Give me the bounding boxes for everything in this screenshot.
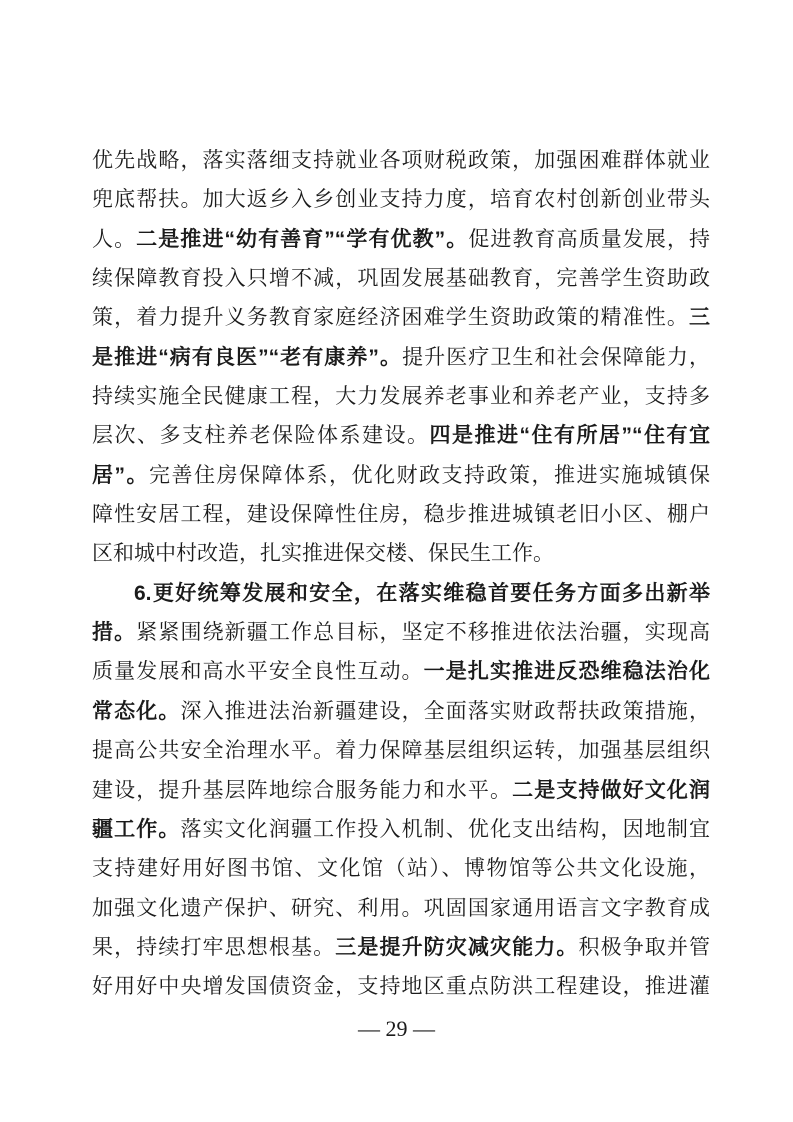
text-line	[92, 731, 710, 770]
text-run: 质量发展和高水平安全良性互动。	[92, 659, 424, 684]
text-line	[92, 495, 710, 534]
emphasis-run: 常态化。	[92, 699, 181, 723]
text-line	[92, 928, 710, 967]
text-line	[92, 141, 710, 180]
text-run: 优先战略，落实落细支持就业各项财税政策，加强困难群体就业	[92, 148, 710, 172]
text-run: 深入推进法治新疆建设，全面落实财政帮扶政策措施，	[180, 698, 711, 723]
text-line	[92, 574, 710, 613]
text-run: 好用好中央增发国债资金，支持地区重点防洪工程建设，推进灌	[92, 974, 710, 999]
text-run: 积极争取并管	[578, 934, 711, 959]
emphasis-run: 三	[689, 306, 710, 330]
text-line	[92, 338, 710, 377]
emphasis-run: 一是扎实推进反恐维稳法治化	[423, 660, 711, 684]
emphasis-run: 居”。	[92, 463, 149, 487]
text-run: 提升医疗卫生和社会保障能力，	[402, 344, 711, 369]
text-line	[92, 613, 710, 652]
emphasis-run: 三是提升防灾减灾能力。	[335, 935, 579, 959]
text-run: 落实文化润疆工作投入机制、优化支出结构，因地制宜	[180, 816, 711, 841]
emphasis-run: 疆工作。	[92, 817, 181, 841]
text-run: 策，着力提升义务教育家庭经济困难学生资助政策的精准性。	[92, 305, 689, 330]
emphasis-run: 四是推进“住有所居”“住有宜	[429, 424, 710, 448]
text-line	[92, 849, 710, 888]
page-footer	[0, 1016, 793, 1042]
text-run: 支持建好用好图书馆、文化馆（站）、博物馆等公共文化设施，	[92, 856, 710, 881]
text-line	[92, 377, 710, 416]
emphasis-run: 二是支持做好文化润	[512, 778, 710, 802]
text-run: 兜底帮扶。加大返乡入乡创业支持力度，培育农村创新创业带头	[92, 187, 710, 212]
text-line	[92, 771, 710, 810]
text-run: 区和城中村改造，扎实推进保交楼、保民生工作。	[92, 541, 554, 566]
text-run: 续保障教育投入只增不减，巩固发展基础教育，完善学生资助政	[92, 266, 710, 291]
text-run: 促进教育高质量发展，持	[468, 226, 711, 251]
text-line	[92, 180, 710, 219]
text-run: 持续实施全民健康工程，大力发展养老事业和养老产业，支持多	[92, 384, 710, 409]
emphasis-run: 是推进“病有良医”“老有康养”。	[92, 345, 403, 369]
text-line	[92, 456, 710, 495]
text-run: 加强文化遗产保护、研究、利用。巩固国家通用语言文字教育成	[92, 895, 710, 920]
text-run: 果，持续打牢思想根基。	[92, 934, 336, 959]
document-body	[92, 141, 710, 1007]
emphasis-run: 措。	[92, 621, 137, 645]
text-line	[92, 220, 710, 259]
text-run: 障性安居工程，建设保障性住房，稳步推进城镇老旧小区、棚户	[92, 502, 710, 527]
text-run: 完善住房保障体系，优化财政支持政策，推进实施城镇保	[149, 462, 710, 487]
text-run: 紧紧围绕新疆工作总目标，坚定不移推进依法治疆，实现高	[136, 620, 711, 645]
text-line	[92, 259, 710, 298]
text-run: 层次、多支柱养老保险体系建设。	[92, 423, 430, 448]
emphasis-run: 6.更好统筹发展和安全，在落实维稳首要任务方面多出新举	[134, 581, 710, 605]
text-line	[92, 889, 710, 928]
text-run: 建设，提升基层阵地综合服务能力和水平。	[92, 777, 513, 802]
text-line	[92, 652, 710, 691]
text-line	[92, 692, 710, 731]
text-line	[92, 416, 710, 455]
text-line	[92, 810, 710, 849]
text-line	[92, 534, 710, 573]
text-run: 人。	[92, 226, 137, 251]
page-number: — 29 —	[358, 1016, 435, 1041]
text-line	[92, 967, 710, 1006]
emphasis-run: 二是推进“幼有善育”“学有优教”。	[136, 227, 469, 251]
text-line	[92, 298, 710, 337]
text-run: 提高公共安全治理水平。着力保障基层组织运转，加强基层组织	[92, 738, 710, 763]
